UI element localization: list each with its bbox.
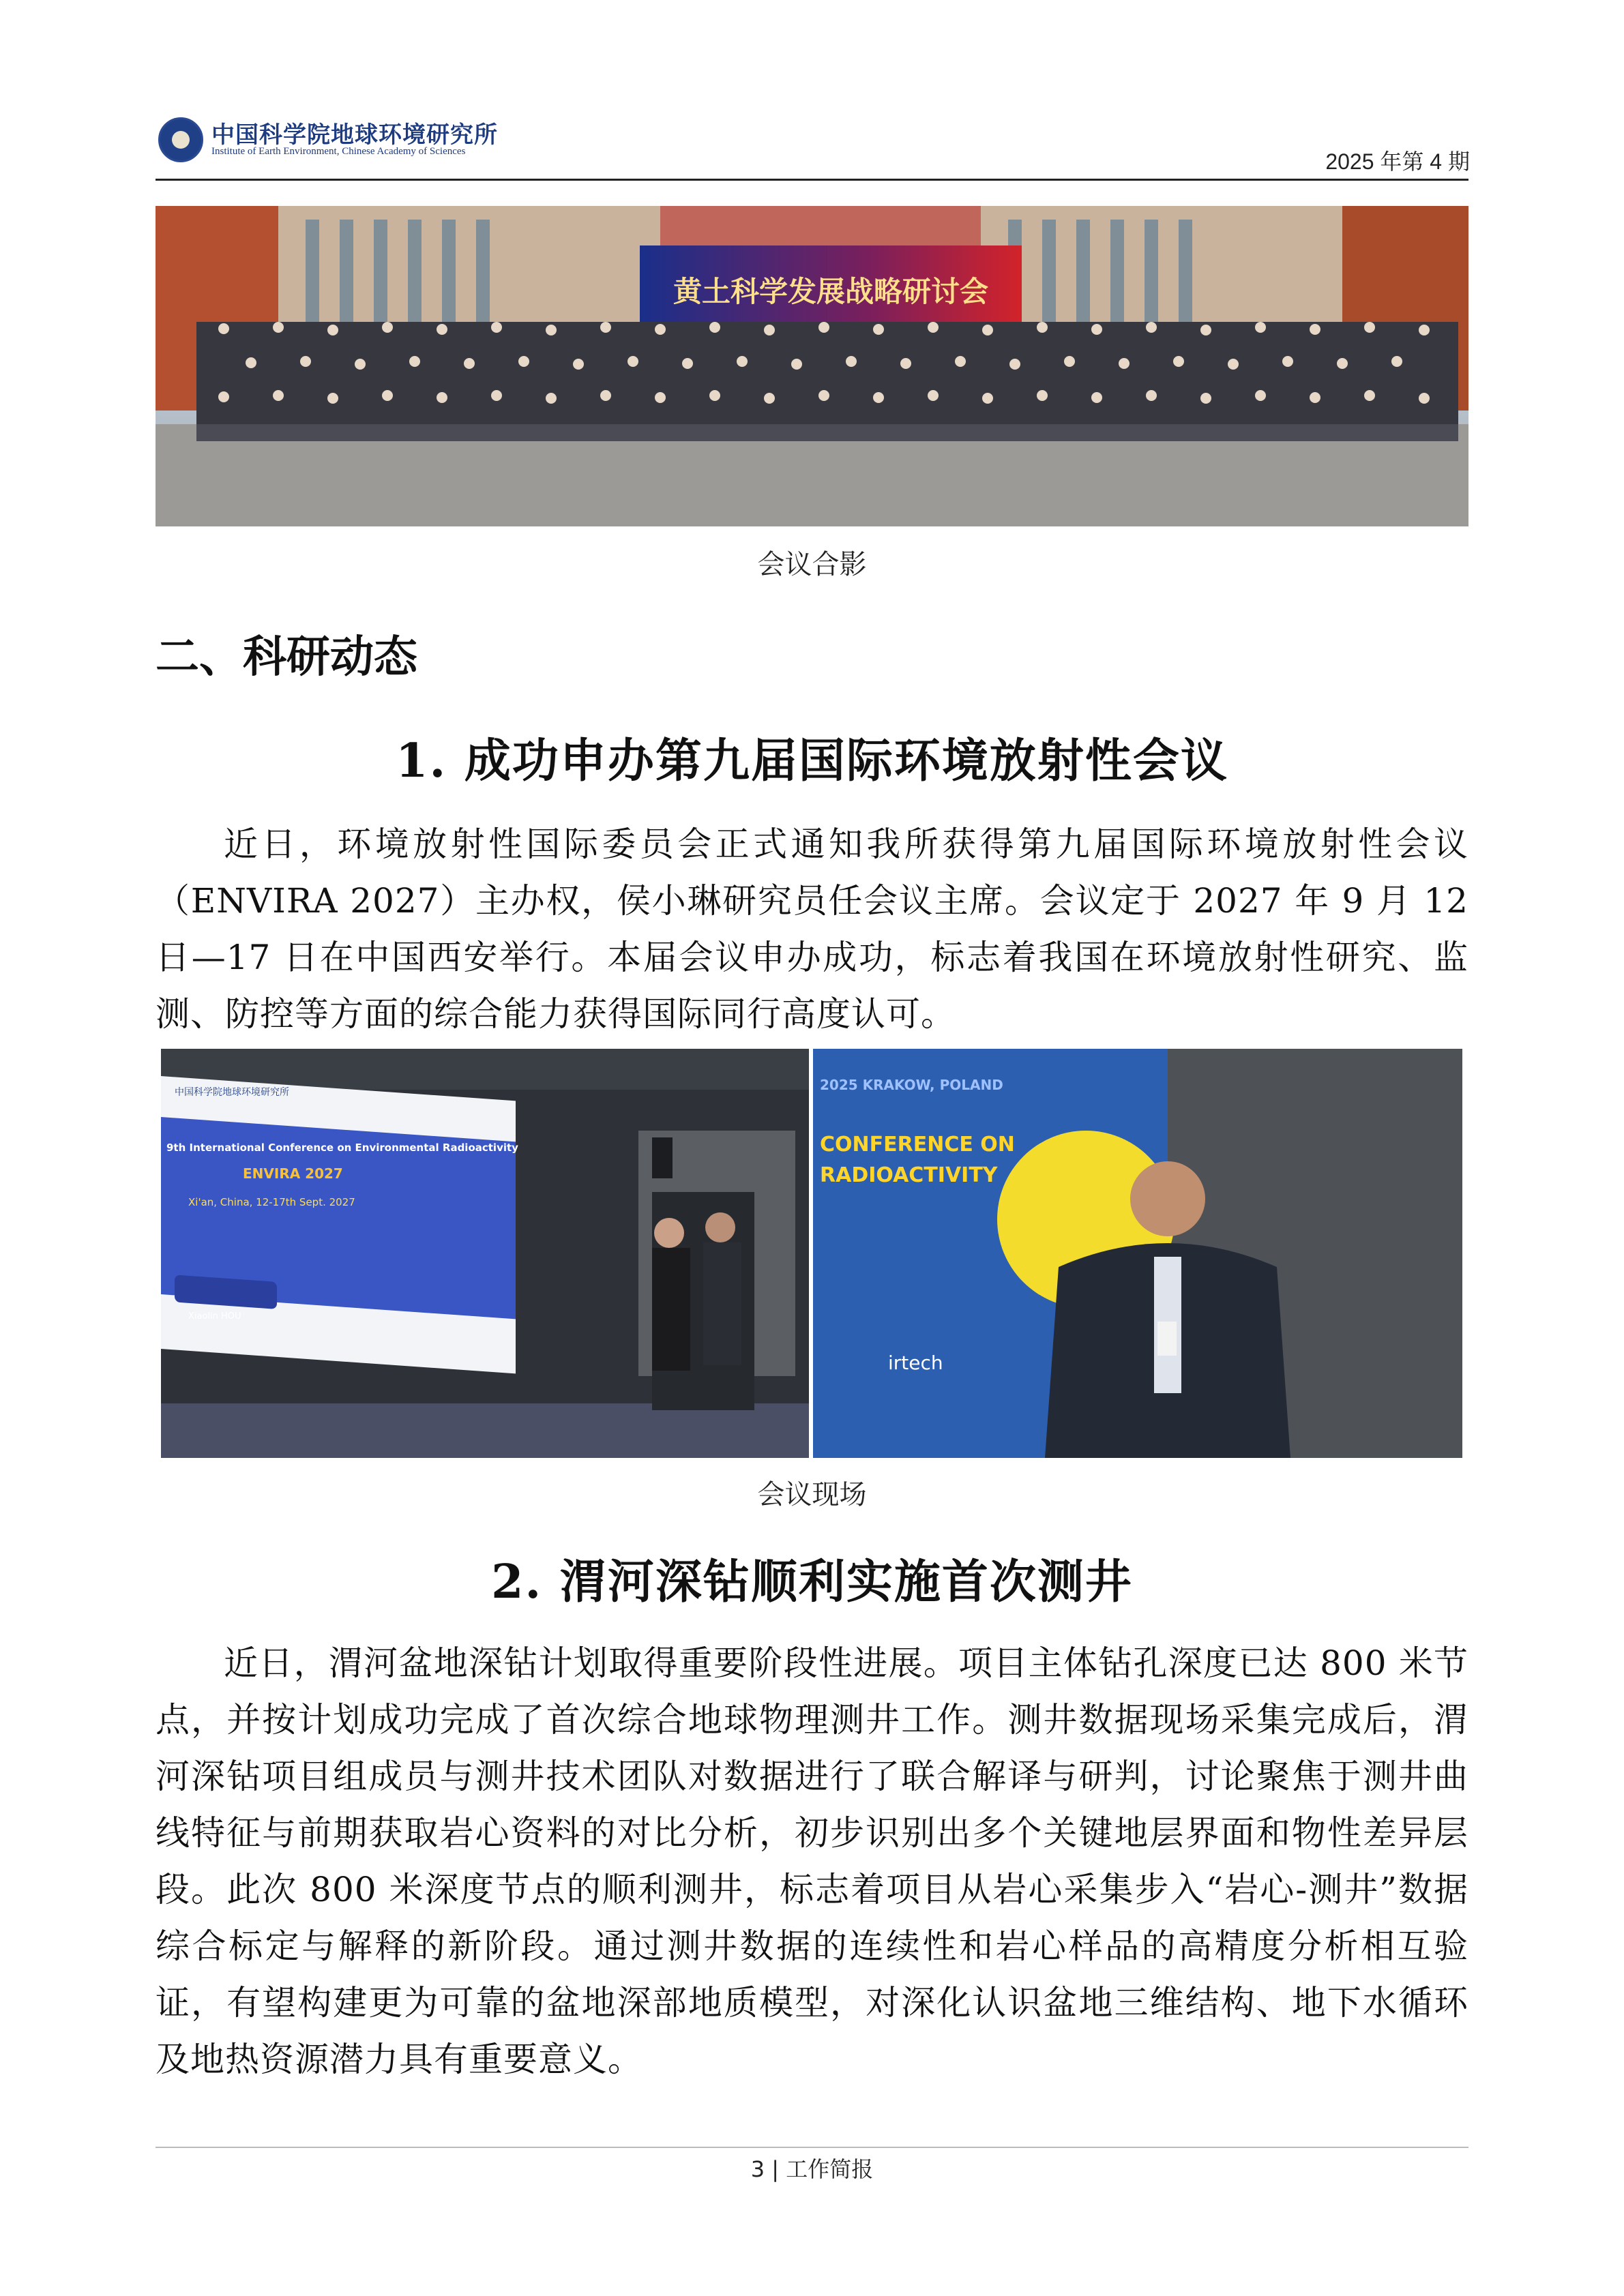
slide-line1: 9th International Conference on Environmental Radioactivity xyxy=(166,1142,518,1154)
conference-photo-caption: 会议现场 xyxy=(757,1479,867,1510)
backdrop-line1: 2025 KRAKOW, POLAND xyxy=(820,1077,1003,1093)
group-photo-caption: 会议合影 xyxy=(757,549,867,580)
backdrop-sponsor: irtech xyxy=(888,1352,943,1374)
backdrop-line2: CONFERENCE ON xyxy=(820,1133,1015,1157)
slide-line3: Xi'an, China, 12-17th Sept. 2027 xyxy=(188,1196,355,1208)
article1-body: 近日，环境放射性国际委员会正式通知我所获得第九届国际环境放射性会议（ENVIRA 2027）主办权，侯小琳研究员任会议主席。会议定于 2027 年 9 月 12 日—17 日在中国西安举行。本届会议申办成功，标志着我国在环境放射性研究、监测、防控等方面的综合能力获得国际同行高度认可。 xyxy=(156,824,1468,1034)
backdrop-line3: RADIOACTIVITY xyxy=(820,1163,998,1187)
slide-line2: ENVIRA 2027 xyxy=(243,1165,343,1182)
header-divider xyxy=(156,179,1468,181)
section-title: 二、科研动态 xyxy=(156,632,417,683)
banner-text: 黄土科学发展战略研讨会 xyxy=(673,275,989,308)
group-photo xyxy=(156,206,1468,526)
conference-photo-left xyxy=(161,1049,809,1458)
issue-label: 2025 年第 4 期 xyxy=(1325,149,1470,174)
institute-name-cn: 中国科学院地球环境研究所 xyxy=(211,121,498,149)
institute-name-en: Institute of Earth Environment, Chinese Academy of Sciences xyxy=(211,146,466,157)
institute-logo-icon xyxy=(158,117,203,162)
article1-title: 1. 成功申办第九届国际环境放射性会议 xyxy=(396,734,1228,788)
article2-body: 近日，渭河盆地深钻计划取得重要阶段性进展。项目主体钻孔深度已达 800 米节点，并按计划成功完成了首次综合地球物理测井工作。测井数据现场采集完成后，渭河深钻项目组成员与测井技术团队对数据进行了联合解译与研判，讨论聚焦于测井曲线特征与前期获取岩心资料的对比分析，初步识别出多个关键地层界面和物性差异层段。此次 800 米深度节点的顺利测井，标志着项目从岩心采集步入“岩心-测井”数据综合标定与解释的新阶段。通过测井数据的连续性和岩心样品的高精度分析相互验证，有望构建更为可靠的盆地深部地质模型，对深化认识盆地三维结构、地下水循环及地热资源潜力具有重要意义。 xyxy=(156,1643,1468,2079)
article2-title: 2. 渭河深钻顺利实施首次测井 xyxy=(491,1555,1133,1609)
slide-presenter: Xiaolin HOU xyxy=(188,1311,241,1322)
conference-photo-right xyxy=(813,1049,1462,1458)
page-footer: 3 | 工作简报 xyxy=(750,2156,874,2182)
slide-org: 中国科学院地球环境研究所 xyxy=(175,1087,289,1098)
footer-divider xyxy=(156,2147,1468,2148)
